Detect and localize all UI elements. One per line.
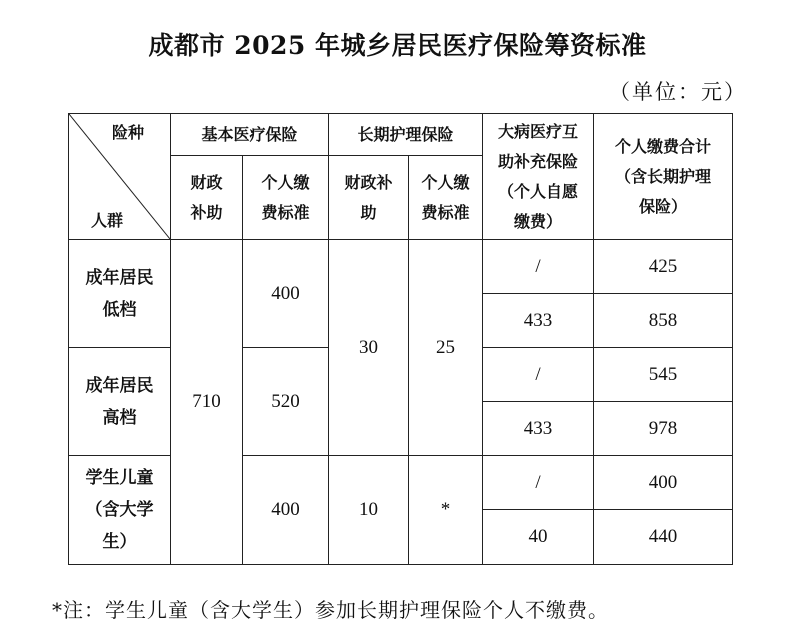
row-label-adult-low: 成年居民低档 (69, 240, 171, 348)
cell-total: 425 (594, 240, 733, 294)
cell-ltc-personal-adult: 25 (409, 240, 483, 456)
cell-critical: / (483, 348, 594, 402)
footnote: *注：学生儿童（含大学生）参加长期护理保险个人不缴费。 (52, 598, 609, 622)
cell-critical: / (483, 240, 594, 294)
row-label-student: 学生儿童（含大学生） (69, 456, 171, 565)
cell-critical: 433 (483, 294, 594, 348)
header-critical-illness: 大病医疗互助补充保险（个人自愿缴费） (483, 114, 594, 240)
header-ltc-fiscal: 财政补助 (329, 156, 409, 240)
header-ltc-personal: 个人缴费标准 (409, 156, 483, 240)
cell-basic-personal-high: 520 (243, 348, 329, 456)
cell-total: 978 (594, 402, 733, 456)
cell-ltc-personal-student: * (409, 456, 483, 565)
funding-standard-table (68, 113, 733, 565)
cell-ltc-fiscal-student: 10 (329, 456, 409, 565)
cell-basic-personal-student: 400 (243, 456, 329, 565)
cell-basic-fiscal: 710 (171, 240, 243, 565)
page-title: 成都市 2025 年城乡居民医疗保险筹资标准 (148, 31, 647, 60)
cell-critical: / (483, 456, 594, 510)
cell-critical: 40 (483, 510, 594, 565)
header-basic-fiscal: 财政补助 (171, 156, 243, 240)
corner-group-label: 人群 (91, 211, 124, 230)
cell-ltc-fiscal-adult: 30 (329, 240, 409, 456)
header-personal-total: 个人缴费合计（含长期护理保险） (594, 114, 733, 240)
cell-total: 858 (594, 294, 733, 348)
header-basic-personal: 个人缴费标准 (243, 156, 329, 240)
header-basic-medical: 基本医疗保险 (171, 114, 329, 156)
cell-total: 400 (594, 456, 733, 510)
cell-total: 440 (594, 510, 733, 565)
row-label-adult-high: 成年居民高档 (69, 348, 171, 456)
header-long-term-care: 长期护理保险 (329, 114, 483, 156)
header-corner (69, 114, 171, 240)
cell-basic-personal-low: 400 (243, 240, 329, 348)
unit-label: （单位：元） (609, 80, 747, 104)
corner-insurance-label: 险种 (111, 123, 144, 142)
cell-critical: 433 (483, 402, 594, 456)
cell-total: 545 (594, 348, 733, 402)
